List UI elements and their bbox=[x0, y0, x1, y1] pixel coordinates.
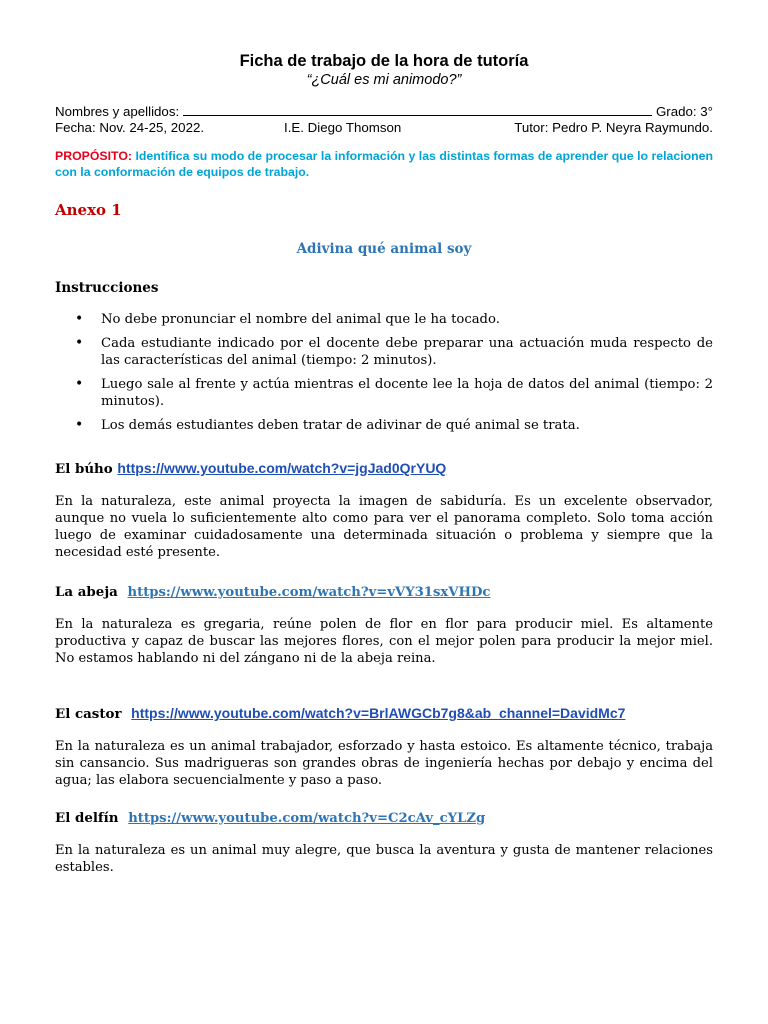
animal-heading-dolphin bbox=[55, 810, 485, 826]
school-label: I.E. Diego Thomson bbox=[284, 120, 402, 135]
names-blank-line bbox=[183, 103, 652, 116]
grade-label: Grado: 3° bbox=[655, 104, 713, 119]
date-label: Fecha: Nov. 24-25, 2022. bbox=[55, 120, 205, 135]
animal-heading-bee bbox=[55, 584, 490, 600]
session-info-line bbox=[55, 120, 713, 136]
animal-name: La abeja bbox=[55, 584, 118, 600]
purpose-block bbox=[55, 149, 713, 180]
instruction-text: No debe pronunciar el nombre del animal que le ha tocado. bbox=[101, 312, 500, 327]
purpose-label: PROPÓSITO: bbox=[55, 149, 132, 163]
tutor-label: Tutor: Pedro P. Neyra Raymundo. bbox=[514, 120, 713, 135]
names-label: Nombres y apellidos: bbox=[55, 104, 180, 119]
game-title: Adivina qué animal soy bbox=[296, 241, 472, 257]
animal-name: El búho bbox=[55, 461, 113, 477]
video-link[interactable]: https://www.youtube.com/watch?v=jgJad0QrYUQ bbox=[117, 460, 447, 476]
bullet-icon: • bbox=[75, 417, 84, 433]
instruction-text: Los demás estudiantes deben tratar de adivinar de qué animal se trata. bbox=[101, 418, 580, 433]
animal-name: El castor bbox=[55, 706, 122, 722]
bullet-icon: • bbox=[75, 335, 84, 351]
instruction-text: Cada estudiante indicado por el docente debe preparar una actuación muda respecto de las características del animal (tiempo: 2 minutos). bbox=[101, 336, 713, 368]
list-item bbox=[55, 417, 713, 434]
annex-title: Anexo 1 bbox=[55, 201, 122, 219]
video-link[interactable]: https://www.youtube.com/watch?v=BrlAWGCb7g8&ab_channel=DavidMc7 bbox=[131, 705, 626, 721]
instructions-list bbox=[55, 311, 713, 441]
worksheet-subtitle: “¿Cuál es mi animodo?” bbox=[306, 72, 462, 88]
animal-description-bee: En la naturaleza es gregaria, reúne polen de flor en flor para producir miel. Es altamente productiva y capaz de buscar las mejores flores, con el mejor polen para producir la mejor miel. No estamos hablando ni del zángano ni de la abeja reina. bbox=[55, 617, 713, 666]
list-item bbox=[55, 335, 713, 369]
bullet-icon: • bbox=[75, 311, 84, 327]
list-item bbox=[55, 376, 713, 410]
instructions-heading: Instrucciones bbox=[55, 280, 159, 296]
purpose-text: Identifica su modo de procesar la información y las distintas formas de aprender que lo relacionen con la conformación de equipos de trabajo. bbox=[55, 149, 714, 179]
animal-heading-beaver bbox=[55, 705, 625, 722]
worksheet-title: Ficha de trabajo de la hora de tutoría bbox=[239, 52, 529, 70]
animal-heading-owl bbox=[55, 460, 446, 477]
list-item bbox=[55, 311, 713, 328]
student-info-line bbox=[55, 103, 713, 119]
animal-name: El delfín bbox=[55, 810, 119, 826]
animal-description-beaver: En la naturaleza es un animal trabajador, esforzado y hasta estoico. Es altamente técnico, trabaja sin cansancio. Sus madrigueras son grandes obras de ingeniería hechas por debajo y encima del agua; las elabora secuencialmente y paso a paso. bbox=[55, 739, 713, 788]
animal-description-owl: En la naturaleza, este animal proyecta la imagen de sabiduría. Es un excelente observador, aunque no vuela lo suficientemente alto como para ver el panorama completo. Solo toma acción luego de examinar cuidadosamente una determinada situación o problema y siempre que la necesidad esté presente. bbox=[55, 494, 713, 560]
video-link[interactable]: https://www.youtube.com/watch?v=vVY31sxVHDc bbox=[127, 585, 491, 600]
video-link[interactable]: https://www.youtube.com/watch?v=C2cAv_cYLZg bbox=[128, 811, 486, 826]
animal-description-dolphin: En la naturaleza es un animal muy alegre, que busca la aventura y gusta de mantener relaciones estables. bbox=[55, 843, 713, 875]
instruction-text: Luego sale al frente y actúa mientras el docente lee la hoja de datos del animal (tiempo: 2 minutos). bbox=[101, 377, 713, 409]
bullet-icon: • bbox=[75, 376, 84, 392]
